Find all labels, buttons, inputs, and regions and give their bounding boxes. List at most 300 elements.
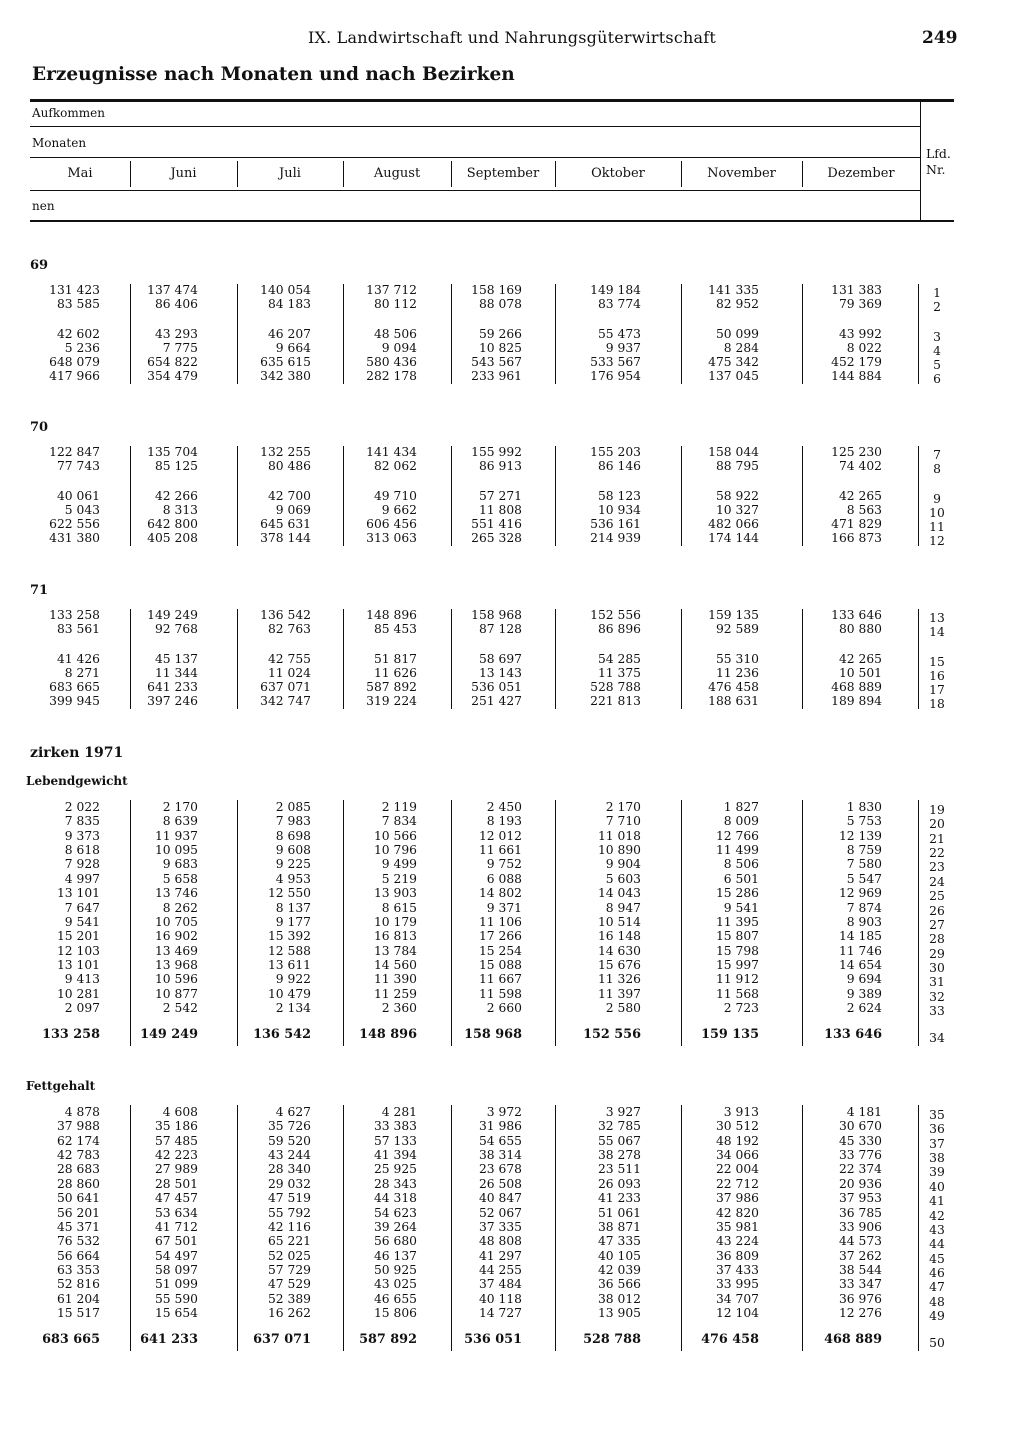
table-cell: 52 816 [56,1277,100,1291]
header-rule-1 [30,126,920,127]
table-cell: 58 697 [478,652,522,666]
total-cell: 149 249 [140,1027,198,1042]
table-cell: 51 061 [597,1206,641,1220]
table-cell: 26 508 [478,1177,522,1191]
table-cell: 8 759 [846,843,882,857]
table-cell: 39 264 [373,1220,417,1234]
table-cell: 9 937 [605,341,641,355]
total-cell: 148 896 [359,1027,417,1042]
table-cell: 132 255 [260,445,311,459]
table-cell: 2 580 [605,1001,641,1015]
table-cell: 32 785 [597,1119,641,1133]
column-divider [130,800,131,1046]
table-cell: 36 809 [715,1249,759,1263]
row-number: 41 [929,1194,945,1208]
table-cell: 12 550 [267,886,311,900]
table-cell: 15 676 [597,958,641,972]
table-cell: 2 723 [723,1001,759,1015]
table-cell: 637 071 [260,680,311,694]
table-cell: 5 043 [64,503,100,517]
table-cell: 9 177 [275,915,311,929]
header-bottom-rule [30,220,954,222]
table-cell: 53 634 [154,1206,198,1220]
table-cell: 65 221 [267,1234,311,1248]
table-cell: 13 101 [56,886,100,900]
table-cell: 4 997 [64,872,100,886]
row-number: 45 [929,1252,945,1266]
table-cell: 10 566 [373,829,417,843]
table-cell: 80 112 [373,297,417,311]
table-cell: 45 330 [838,1134,882,1148]
row-number: 25 [929,889,945,903]
table-cell: 33 776 [838,1148,882,1162]
table-cell: 7 835 [64,814,100,828]
table-cell: 5 236 [64,341,100,355]
table-cell: 11 344 [154,666,198,680]
table-cell: 7 834 [381,814,417,828]
table-cell: 88 795 [715,459,759,473]
table-cell: 468 889 [831,680,882,694]
column-divider [802,800,803,1046]
table-cell: 37 335 [478,1220,522,1234]
table-cell: 9 371 [486,901,522,915]
table-cell: 38 012 [597,1292,641,1306]
row-number: 14 [929,625,945,639]
table-cell: 313 063 [366,531,417,545]
table-cell: 431 380 [49,531,100,545]
table-cell: 13 746 [154,886,198,900]
row-number: 17 [929,683,945,697]
table-cell: 15 392 [267,929,311,943]
table-cell: 144 884 [831,369,882,383]
table-cell: 12 969 [838,886,882,900]
row-number: 48 [929,1295,945,1309]
table-cell: 452 179 [831,355,882,369]
table-cell: 13 101 [56,958,100,972]
lfd-separator [920,101,921,220]
table-cell: 10 596 [154,972,198,986]
table-cell: 136 542 [260,608,311,622]
table-cell: 10 705 [154,915,198,929]
table-cell: 11 568 [715,987,759,1001]
column-divider [343,1105,344,1351]
table-cell: 8 137 [275,901,311,915]
table-cell: 42 223 [154,1148,198,1162]
table-cell: 83 774 [597,297,641,311]
table-cell: 35 186 [154,1119,198,1133]
table-title: Erzeugnisse nach Monaten und nach Bezirken [32,64,515,85]
table-cell: 405 208 [147,531,198,545]
table-cell: 43 992 [838,327,882,341]
table-cell: 133 258 [49,608,100,622]
row-number: 20 [929,817,945,831]
table-cell: 58 123 [597,489,641,503]
table-cell: 62 174 [56,1134,100,1148]
table-cell: 11 390 [373,972,417,986]
table-cell: 45 137 [154,652,198,666]
table-cell: 22 374 [838,1162,882,1176]
column-divider [237,800,238,1046]
table-cell: 16 902 [154,929,198,943]
table-cell: 5 658 [162,872,198,886]
table-cell: 11 598 [478,987,522,1001]
table-cell: 22 004 [715,1162,759,1176]
table-cell: 8 271 [64,666,100,680]
table-cell: 33 347 [838,1277,882,1291]
table-cell: 9 683 [162,857,198,871]
table-cell: 399 945 [49,694,100,708]
table-cell: 52 389 [267,1292,311,1306]
table-cell: 87 128 [478,622,522,636]
table-cell: 11 937 [154,829,198,843]
row-number: 36 [929,1122,945,1136]
table-cell: 46 655 [373,1292,417,1306]
table-cell: 14 560 [373,958,417,972]
section-label: 70 [30,420,49,435]
table-cell: 131 383 [831,283,882,297]
total-cell: 133 646 [824,1027,882,1042]
table-cell: 79 369 [838,297,882,311]
table-cell: 44 573 [838,1234,882,1248]
table-cell: 55 792 [267,1206,311,1220]
row-number: 31 [929,975,945,989]
table-cell: 11 375 [597,666,641,680]
row-number: 12 [929,534,945,548]
table-cell: 8 284 [723,341,759,355]
table-cell: 159 135 [708,608,759,622]
table-cell: 641 233 [147,680,198,694]
table-cell: 12 104 [715,1306,759,1320]
row-number: 49 [929,1309,945,1323]
table-cell: 47 335 [597,1234,641,1248]
table-cell: 233 961 [471,369,522,383]
table-cell: 83 585 [56,297,100,311]
column-divider [451,284,452,384]
table-cell: 397 246 [147,694,198,708]
table-cell: 265 328 [471,531,522,545]
table-cell: 2 119 [381,800,417,814]
table-cell: 4 281 [381,1105,417,1119]
table-cell: 8 313 [162,503,198,517]
table-cell: 28 343 [373,1177,417,1191]
table-cell: 9 694 [846,972,882,986]
table-cell: 11 626 [373,666,417,680]
column-header-oktober: Oktober [591,166,645,181]
row-number: 21 [929,832,945,846]
table-cell: 47 529 [267,1277,311,1291]
table-cell: 80 486 [267,459,311,473]
table-cell: 23 511 [597,1162,641,1176]
table-cell: 42 602 [56,327,100,341]
table-cell: 85 453 [373,622,417,636]
table-cell: 10 327 [715,503,759,517]
table-cell: 2 134 [275,1001,311,1015]
column-divider [681,609,682,709]
table-cell: 41 712 [154,1220,198,1234]
row-number: 37 [929,1137,945,1151]
table-cell: 59 266 [478,327,522,341]
row-number: 15 [929,655,945,669]
column-divider [343,609,344,709]
header-aufkommen: Aufkommen [32,106,105,120]
column-header-august: August [373,166,421,181]
table-cell: 11 397 [597,987,641,1001]
running-head [0,28,1024,50]
column-divider [555,609,556,709]
row-number: 11 [929,520,945,534]
total-cell: 637 071 [253,1332,311,1347]
table-cell: 80 880 [838,622,882,636]
table-cell: 141 434 [366,445,417,459]
table-cell: 16 148 [597,929,641,943]
table-cell: 2 170 [162,800,198,814]
table-cell: 12 139 [838,829,882,843]
table-cell: 528 788 [590,680,641,694]
row-number: 16 [929,669,945,683]
row-number: 34 [929,1031,945,1045]
column-divider [451,609,452,709]
table-cell: 37 262 [838,1249,882,1263]
column-divider [681,446,682,546]
table-cell: 25 925 [373,1162,417,1176]
table-cell: 378 144 [260,531,311,545]
total-cell: 641 233 [140,1332,198,1347]
table-cell: 8 563 [846,503,882,517]
table-cell: 28 683 [56,1162,100,1176]
table-cell: 33 906 [838,1220,882,1234]
table-cell: 2 170 [605,800,641,814]
table-cell: 125 230 [831,445,882,459]
total-cell: 587 892 [359,1332,417,1347]
table-cell: 645 631 [260,517,311,531]
table-cell: 155 992 [471,445,522,459]
table-cell: 15 997 [715,958,759,972]
table-cell: 8 022 [846,341,882,355]
table-cell: 34 707 [715,1292,759,1306]
table-cell: 536 051 [471,680,522,694]
table-cell: 9 664 [275,341,311,355]
table-cell: 9 373 [64,829,100,843]
row-number: 35 [929,1108,945,1122]
header-lfd-nr: Lfd. Nr. [926,146,951,177]
table-cell: 38 314 [478,1148,522,1162]
table-cell: 9 922 [275,972,311,986]
header-monaten: Monaten [32,136,87,150]
column-header-juli: Juli [279,166,301,181]
table-cell: 635 615 [260,355,311,369]
table-cell: 54 285 [597,652,641,666]
table-cell: 13 143 [478,666,522,680]
table-cell: 86 913 [478,459,522,473]
total-cell: 159 135 [701,1027,759,1042]
table-cell: 14 185 [838,929,882,943]
table-cell: 9 904 [605,857,641,871]
table-cell: 354 479 [147,369,198,383]
table-cell: 13 784 [373,944,417,958]
table-cell: 58 097 [154,1263,198,1277]
section-label: 71 [30,583,49,598]
table-cell: 54 623 [373,1206,417,1220]
table-cell: 42 265 [838,652,882,666]
table-cell: 149 184 [590,283,641,297]
row-number: 27 [929,918,945,932]
column-header-dezember: Dezember [827,166,895,181]
table-cell: 11 808 [478,503,522,517]
table-cell: 56 680 [373,1234,417,1248]
table-cell: 42 755 [267,652,311,666]
table-cell: 536 161 [590,517,641,531]
table-cell: 10 877 [154,987,198,1001]
table-cell: 4 878 [64,1105,100,1119]
total-cell: 536 051 [464,1332,522,1347]
table-cell: 27 989 [154,1162,198,1176]
column-header-november: November [707,166,776,181]
row-number: 7 [933,448,941,462]
row-number: 24 [929,875,945,889]
column-divider [237,1105,238,1351]
table-cell: 28 860 [56,1177,100,1191]
row-number: 23 [929,860,945,874]
table-cell: 133 646 [831,608,882,622]
table-cell: 214 939 [590,531,641,545]
table-cell: 8 903 [846,915,882,929]
section-label: 69 [30,258,49,273]
table-cell: 622 556 [49,517,100,531]
table-cell: 4 181 [846,1105,882,1119]
table-cell: 41 233 [597,1191,641,1205]
table-cell: 36 566 [597,1277,641,1291]
column-divider [802,1105,803,1351]
total-cell: 476 458 [701,1332,759,1347]
table-cell: 10 934 [597,503,641,517]
chapter-title: IX. Landwirtschaft und Nahrungsgüterwirtschaft [308,28,716,47]
table-cell: 533 567 [590,355,641,369]
table-cell: 57 729 [267,1263,311,1277]
table-cell: 35 981 [715,1220,759,1234]
table-cell: 63 353 [56,1263,100,1277]
table-cell: 41 394 [373,1148,417,1162]
table-cell: 30 512 [715,1119,759,1133]
column-divider [451,446,452,546]
table-cell: 51 817 [373,652,417,666]
table-cell: 46 137 [373,1249,417,1263]
table-cell: 26 093 [597,1177,641,1191]
table-cell: 85 125 [154,459,198,473]
column-divider [681,284,682,384]
table-cell: 12 766 [715,829,759,843]
row-number: 30 [929,961,945,975]
table-cell: 7 928 [64,857,100,871]
lfd-divider [918,284,919,384]
table-cell: 42 783 [56,1148,100,1162]
total-cell: 136 542 [253,1027,311,1042]
table-cell: 12 588 [267,944,311,958]
table-cell: 176 954 [590,369,641,383]
table-cell: 2 450 [486,800,522,814]
table-cell: 17 266 [478,929,522,943]
table-cell: 92 768 [154,622,198,636]
table-cell: 158 968 [471,608,522,622]
table-cell: 137 712 [366,283,417,297]
table-cell: 282 178 [366,369,417,383]
column-divider [343,284,344,384]
table-cell: 13 968 [154,958,198,972]
table-cell: 7 983 [275,814,311,828]
row-number: 26 [929,904,945,918]
table-cell: 10 179 [373,915,417,929]
column-divider [802,609,803,709]
table-cell: 7 775 [162,341,198,355]
table-cell: 40 061 [56,489,100,503]
table-cell: 38 871 [597,1220,641,1234]
table-cell: 158 169 [471,283,522,297]
table-cell: 8 009 [723,814,759,828]
table-cell: 15 088 [478,958,522,972]
column-divider [681,800,682,1046]
table-cell: 88 078 [478,297,522,311]
row-number: 18 [929,697,945,711]
table-cell: 417 966 [49,369,100,383]
table-cell: 9 662 [381,503,417,517]
column-header-september: September [466,166,540,181]
table-cell: 33 383 [373,1119,417,1133]
table-cell: 9 608 [275,843,311,857]
column-divider [130,1105,131,1351]
table-cell: 56 664 [56,1249,100,1263]
row-number: 32 [929,990,945,1004]
table-cell: 174 144 [708,531,759,545]
table-cell: 10 825 [478,341,522,355]
table-cell: 37 433 [715,1263,759,1277]
column-divider [237,446,238,546]
table-cell: 14 630 [597,944,641,958]
table-cell: 77 743 [56,459,100,473]
column-divider [555,446,556,546]
table-cell: 44 318 [373,1191,417,1205]
table-cell: 9 752 [486,857,522,871]
table-cell: 10 890 [597,843,641,857]
table-cell: 11 024 [267,666,311,680]
table-cell: 86 896 [597,622,641,636]
table-cell: 11 746 [838,944,882,958]
table-cell: 8 947 [605,901,641,915]
table-cell: 11 236 [715,666,759,680]
table-cell: 37 986 [715,1191,759,1205]
table-cell: 46 207 [267,327,311,341]
table-cell: 13 611 [267,958,311,972]
table-cell: 10 479 [267,987,311,1001]
table-cell: 10 501 [838,666,882,680]
column-divider [451,1105,452,1351]
table-cell: 11 499 [715,843,759,857]
table-cell: 5 603 [605,872,641,886]
table-cell: 47 457 [154,1191,198,1205]
table-cell: 37 484 [478,1277,522,1291]
table-cell: 29 032 [267,1177,311,1191]
table-cell: 155 203 [590,445,641,459]
column-divider [681,1105,682,1351]
row-number: 5 [933,358,941,372]
table-cell: 82 952 [715,297,759,311]
districts-label: zirken 1971 [30,745,124,761]
column-divider [343,800,344,1046]
table-cell: 10 514 [597,915,641,929]
table-cell: 9 541 [64,915,100,929]
table-cell: 11 661 [478,843,522,857]
table-cell: 587 892 [366,680,417,694]
total-cell: 133 258 [42,1027,100,1042]
table-cell: 9 499 [381,857,417,871]
